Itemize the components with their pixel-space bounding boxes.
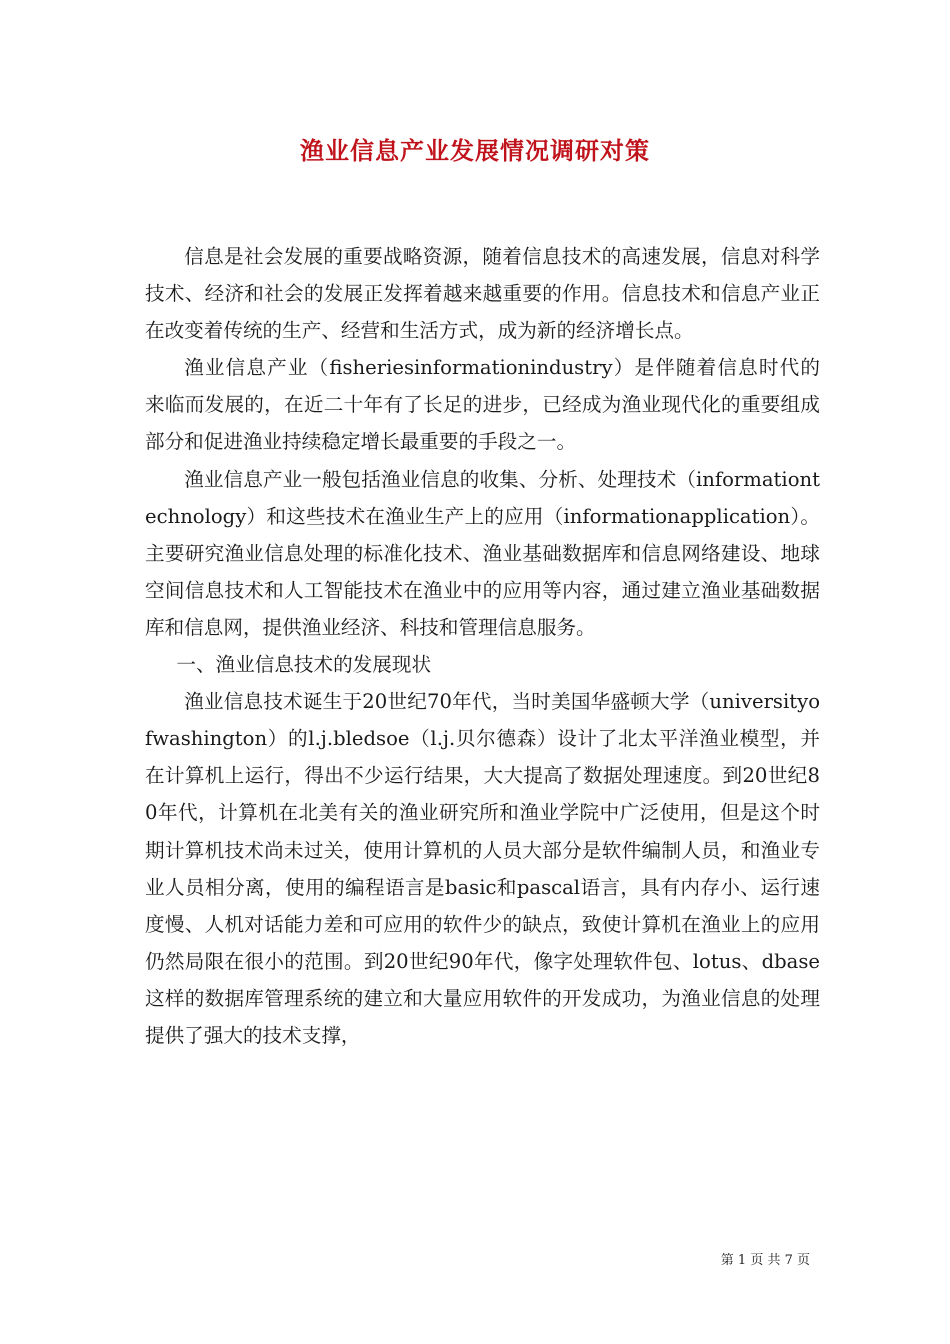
paragraph-definition: 渔业信息产业（fisheriesinformationindustry）是伴随着信息时代的来临而发展的，在近二十年有了长足的进步，已经成为渔业现代化的重要组成部分和促进渔业持续稳定增长最重要的手段之一。 <box>145 356 820 454</box>
paragraph-scope: 渔业信息产业一般包括渔业信息的收集、分析、处理技术（informationtechnology）和这些技术在渔业生产上的应用（informationapplication）。主要研究渔业信息处理的标准化技术、渔业基础数据库和信息网络建设、地球空间信息技术和人工智能技术在渔业中的应用等内容，通过建立渔业基础数据库和信息网，提供渔业经济、科技和管理信息服务。 <box>145 467 820 639</box>
document-body <box>145 238 820 1054</box>
section-heading: 一、渔业信息技术的发展现状 <box>176 653 432 677</box>
document-title: 渔业信息产业发展情况调研对策 <box>300 136 650 165</box>
paragraph-history: 渔业信息技术诞生于20世纪70年代，当时美国华盛顿大学（universityofwashington）的l.j.bledsoe（l.j.贝尔德森）设计了北太平洋渔业模型，并在计算机上运行，得出不少运行结果，大大提高了数据处理速度。到20世纪80年代，计算机在北美有关的渔业研究所和渔业学院中广泛使用，但是这个时期计算机技术尚未过关，使用计算机的人员大部分是软件编制人员，和渔业专业人员相分离，使用的编程语言是basic和pascal语言，具有内存小、运行速度慢、人机对话能力差和可应用的软件少的缺点，致使计算机在渔业上的应用仍然局限在很小的范围。到20世纪90年代，像字处理软件包、lotus、dbase这样的数据库管理系统的建立和大量应用软件的开发成功，为渔业信息的处理提供了强大的技术支撑， <box>145 690 820 1047</box>
paragraph-intro: 信息是社会发展的重要战略资源，随着信息技术的高速发展，信息对科学技术、经济和社会的发展正发挥着越来越重要的作用。信息技术和信息产业正在改变着传统的生产、经营和生活方式，成为新的经济增长点。 <box>145 245 820 343</box>
page-number: 第 1 页 共 7 页 <box>720 1253 810 1268</box>
